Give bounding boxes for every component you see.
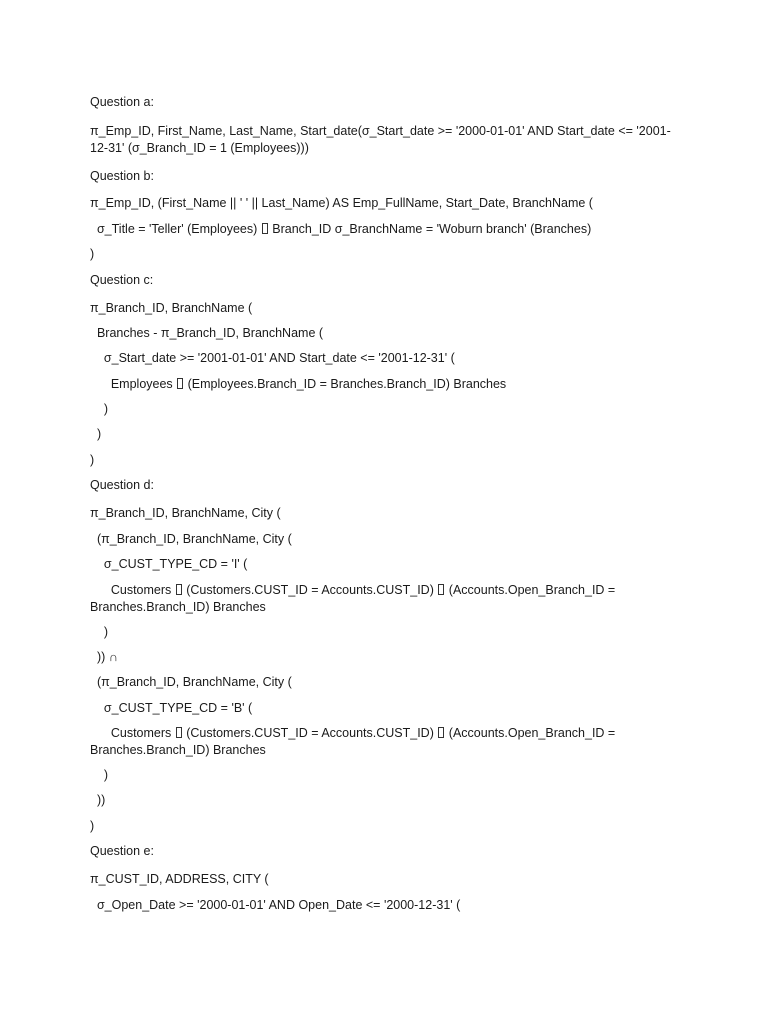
question-d-line-10: ): [90, 768, 109, 782]
question-c-line-2: Branches - π_Branch_ID, BranchName (: [90, 326, 324, 340]
question-a-expression: π_Emp_ID, First_Name, Last_Name, Start_date(σ_Start_date >= '2000-01-01' AND Start_date <= '2001-12-31' (σ_Branch_ID = 1 (Employees))): [90, 124, 671, 155]
question-d-line-9: [90, 725, 680, 759]
join-symbol-icon: [438, 584, 444, 595]
question-c-line-5: ): [90, 402, 109, 416]
question-c-line-4b: (Employees.Branch_ID = Branches.Branch_ID) Branches: [184, 377, 507, 391]
join-symbol-icon: [177, 378, 183, 389]
question-e-line-2: σ_Open_Date >= '2000-01-01' AND Open_Date <= '2000-12-31' (: [90, 898, 461, 912]
join-symbol-icon: [262, 223, 268, 234]
question-d-line-4b: (Customers.CUST_ID = Accounts.CUST_ID): [182, 583, 438, 597]
question-c-line-1: π_Branch_ID, BranchName (: [90, 301, 253, 315]
question-d-line-9b: (Customers.CUST_ID = Accounts.CUST_ID): [182, 726, 438, 740]
question-d-line-5: ): [90, 625, 109, 639]
question-b-line-2a: σ_Title = 'Teller' (Employees): [90, 222, 261, 236]
question-d-line-8: σ_CUST_TYPE_CD = 'B' (: [90, 701, 253, 715]
question-c-line-3: σ_Start_date >= '2001-01-01' AND Start_date <= '2001-12-31' (: [90, 351, 455, 365]
question-d-line-3: σ_CUST_TYPE_CD = 'I' (: [90, 557, 248, 571]
question-d-line-4a: Customers: [90, 583, 175, 597]
question-d-line-9a: Customers: [90, 726, 175, 740]
question-d-line-4c: (Accounts.Open_Branch_ID = Branches.Branch_ID) Branches: [90, 583, 619, 614]
question-d-line-12: ): [90, 819, 95, 833]
join-symbol-icon: [176, 584, 182, 595]
question-e-line-1: π_CUST_ID, ADDRESS, CITY (: [90, 872, 269, 886]
question-d-line-2: (π_Branch_ID, BranchName, City (: [90, 532, 292, 546]
question-b-line-1: π_Emp_ID, (First_Name || ' ' || Last_Name) AS Emp_FullName, Start_Date, BranchName (: [90, 196, 593, 210]
question-c-line-4a: Employees: [90, 377, 177, 391]
question-c-heading: Question c:: [90, 273, 154, 287]
question-d-line-9c: (Accounts.Open_Branch_ID = Branches.Branch_ID) Branches: [90, 726, 619, 757]
question-d-line-7: (π_Branch_ID, BranchName, City (: [90, 675, 292, 689]
question-d-line-6: )) ∩: [90, 650, 118, 664]
question-d-line-4: [90, 582, 680, 616]
question-b-line-3: ): [90, 247, 95, 261]
question-d-line-1: π_Branch_ID, BranchName, City (: [90, 506, 281, 520]
question-d-heading: Question d:: [90, 478, 154, 492]
question-c-line-6: ): [90, 427, 102, 441]
question-c-line-4: [90, 376, 680, 393]
question-d-line-11: )): [90, 793, 106, 807]
question-b-line-2b: Branch_ID σ_BranchName = 'Woburn branch' (Branches): [268, 222, 592, 236]
question-e-heading: Question e:: [90, 844, 154, 858]
join-symbol-icon: [438, 727, 444, 738]
question-a-heading: Question a:: [90, 95, 154, 109]
join-symbol-icon: [176, 727, 182, 738]
question-b-heading: Question b:: [90, 169, 154, 183]
question-b-line-2: [90, 221, 680, 238]
question-c-line-7: ): [90, 453, 95, 467]
